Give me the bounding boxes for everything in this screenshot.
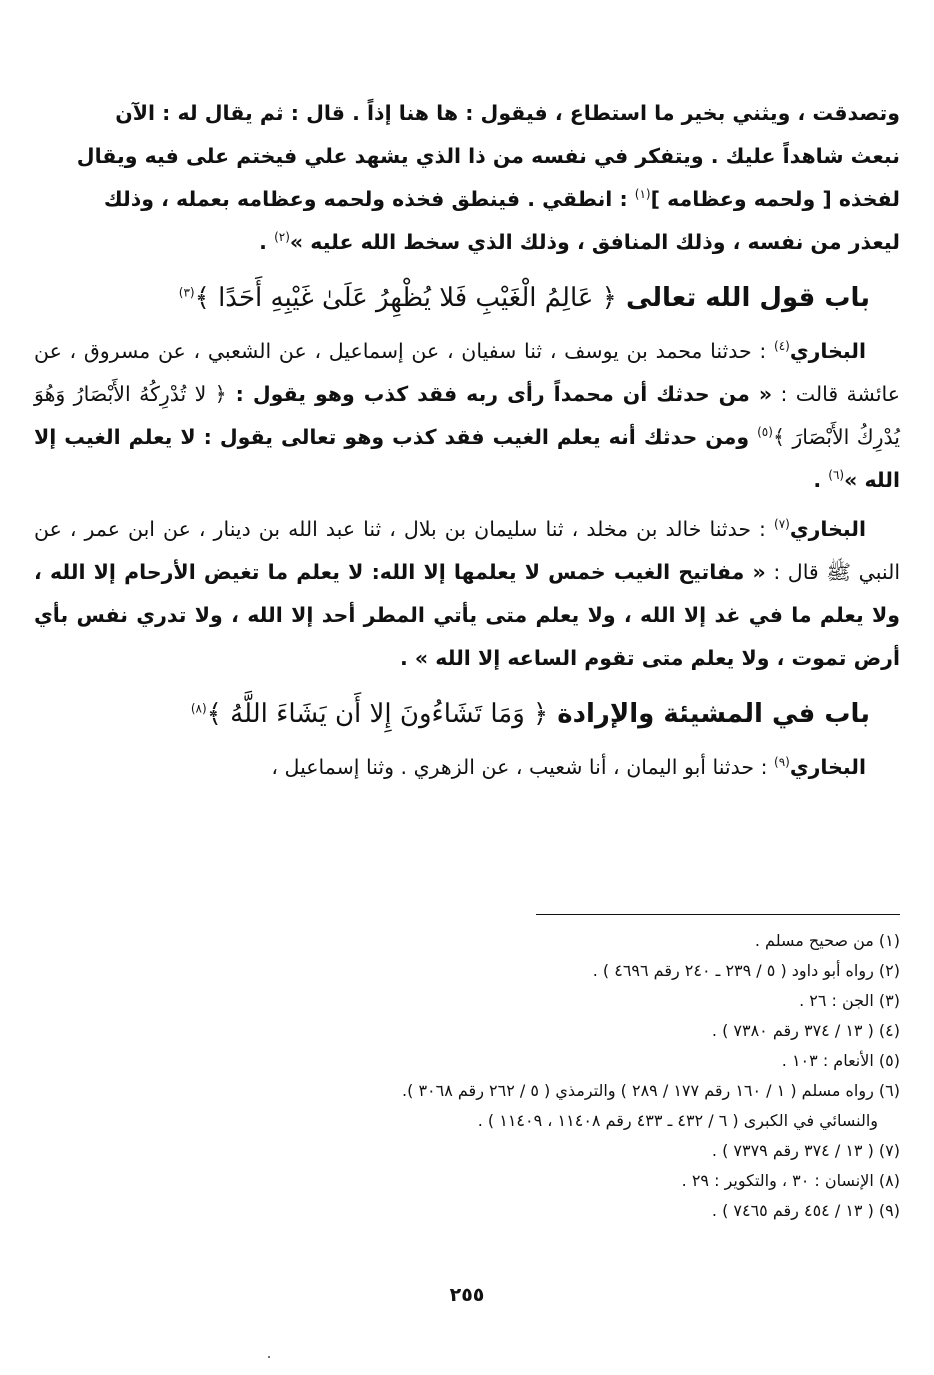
quran-verse: ﴿ وَمَا تَشَاءُونَ إِلا أَن يَشَاءَ اللَّهُ ﴾ [206,699,549,729]
quran-verse: ﴿ عَالِمُ الْغَيْبِ فَلا يُظْهِرُ عَلَىٰ غَيْبِهِ أَحَدًا ﴾ [194,283,617,313]
paragraph-continuation [34,92,900,264]
footnote-item: (٧) ( ١٣ / ٣٧٤ رقم ٧٣٧٩ ) . [711,1141,900,1160]
text-line: لفخذه [ ولحمه وعظامه ] [650,187,900,211]
chapter-heading-will [34,690,900,738]
hadith-paragraph [34,330,900,502]
matn-text: ومن حدثك أنه يعلم الغيب فقد كذب وهو تعالى يقول : لا يعلم الغيب إلا الله » [34,425,900,492]
footnote-item: (٦) رواه مسلم ( ١ / ١٦٠ رقم ١٧٧ / ٢٨٩ ) والترمذي ( ٥ / ٢٦٢ رقم ٣٠٦٨ ). [402,1081,900,1100]
isnad-text: : حدثنا أبو اليمان ، أنا شعيب ، عن الزهري . وثنا إسماعيل ، [271,755,775,779]
chapter-heading-knowledge-of-unseen [34,274,900,322]
footnote-item: (٤) ( ١٣ / ٣٧٤ رقم ٧٣٨٠ ) . [711,1021,900,1040]
footnote-ref: (٣) [178,285,195,300]
footnote-ref: (٦) [828,468,845,483]
heading-text: باب في المشيئة والإرادة [548,699,870,729]
heading-text: باب قول الله تعالى [616,283,870,313]
footnote-ref: (٧) [774,517,790,532]
footnote-ref: (٢) [274,230,290,245]
footnote-divider [536,914,900,915]
punctuation: . [813,468,829,492]
footnote-item: (١) من صحيح مسلم . [754,931,900,950]
narrator-name: البخاري [789,755,866,779]
narrator-name: البخاري [789,517,866,541]
matn-text: « من حدثك أن محمداً رأى ربه فقد كذب وهو يقول : [226,382,773,406]
page-number: ٢٥٥ [449,1284,485,1306]
isnad-text: : حدثنا محمد بن يوسف ، ثنا سفيان ، عن إسماعيل ، عن الشعبي ، عن مسروق ، عن عائشة قالت : [34,339,901,406]
text-line: نبعث شاهداً عليك . ويتفكر في نفسه من ذا الذي يشهد علي فيختم على فيه ويقال [76,144,900,168]
hadith-paragraph [34,746,900,789]
footnote-ref: (٤) [774,339,790,354]
text-line: . [259,230,275,254]
main-text [34,92,900,789]
footnote-ref: (١) [634,187,651,202]
text-line: : انطقي . فينطق فخذه ولحمه وعظامه بعمله ، وذلك [103,187,635,211]
quran-verse: ﴿ لا تُدْرِكُهُ الأَبْصَارُ وَهُوَ يُدْرِكُ الأَبْصَارَ ﴾ [34,382,900,449]
hadith-paragraph [34,508,900,680]
footnote-item: (٩) ( ١٣ / ٤٥٤ رقم ٧٤٦٥ ) . [711,1201,900,1220]
isnad-text: : حدثنا خالد بن مخلد ، ثنا سليمان بن بلال ، ثنا عبد الله بن دينار ، عن ابن عمر ، عن النبي ﷺ قال : [34,517,901,584]
footnote-continuation: والنسائي في الكبرى ( ٦ / ٤٣٢ ـ ٤٣٣ رقم ١١٤٠٨ ، ١١٤٠٩ ) . [477,1111,878,1130]
text-line: ليعذر من نفسه ، وذلك المنافق ، وذلك الذي سخط الله عليه » [289,230,900,254]
scan-speck [268,1356,270,1358]
text-line: وتصدقت ، ويثني بخير ما استطاع ، فيقول : ها هنا إذاً . قال : ثم يقال له : الآن [115,101,900,125]
footnote-ref: (٩) [774,755,790,770]
footnote-item: (٥) الأنعام : ١٠٣ . [781,1051,900,1070]
footnote-ref: (٥) [757,425,773,440]
matn-text: « مفاتيح الغيب خمس لا يعلمها إلا الله: لا يعلم ما تغيض الأرحام إلا الله ، ولا يعلم ما في غد إلا الله ، ولا يعلم متى يأتي المطر أحد إلا الله ، ولا تدري نفس بأي أرض تموت ، ولا يعلم متى تقوم الساعه إلا الله » . [34,560,900,670]
narrator-name: البخاري [789,339,866,363]
footnote-ref: (٨) [190,701,207,716]
footnote-item: (٢) رواه أبو داود ( ٥ / ٢٣٩ ـ ٢٤٠ رقم ٤٦٩٦ ) . [592,961,900,980]
footnotes [34,926,900,1226]
footnote-item: (٨) الإنسان : ٣٠ ، والتكوير : ٢٩ . [681,1171,900,1190]
footnote-item: (٣) الجن : ٢٦ . [799,991,900,1010]
